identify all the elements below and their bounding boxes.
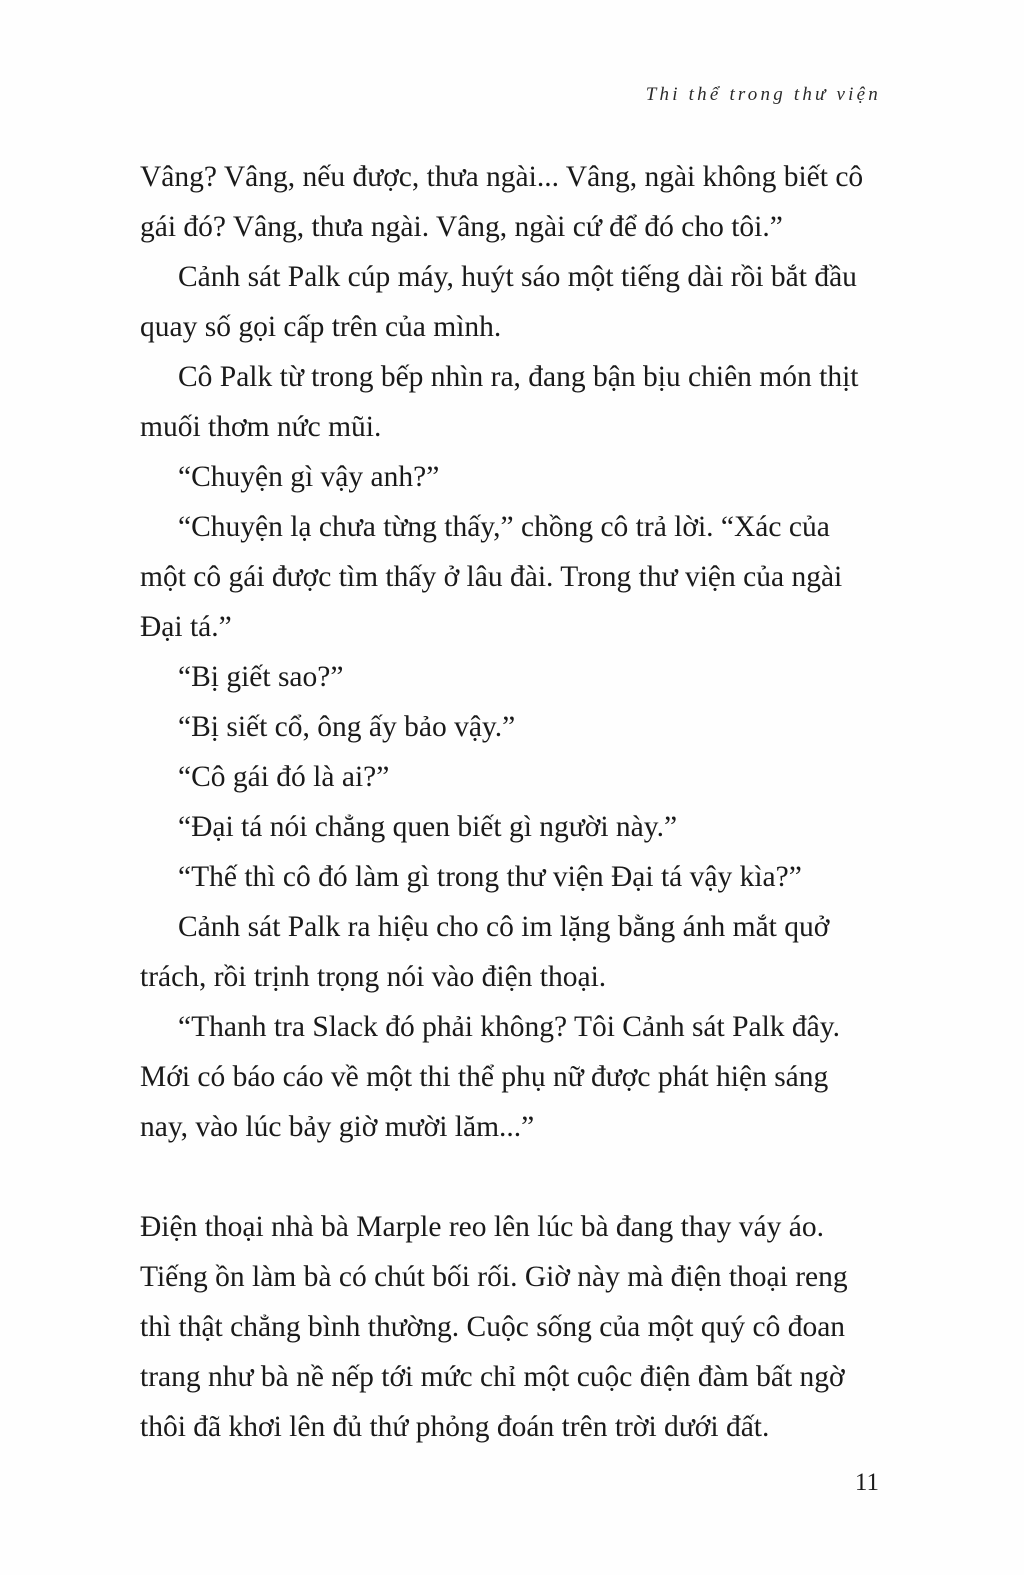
paragraph: “Bị siết cổ, ông ấy bảo vậy.” xyxy=(178,711,516,743)
paragraph: “Chuyện lạ chưa từng thấy,” chồng cô trả lời. “Xác của một cô gái được tìm thấy ở lâu đài. Trong thư viện của ngài Đại tá.” xyxy=(140,511,843,643)
paragraph: Cảnh sát Palk cúp máy, huýt sáo một tiếng dài rồi bắt đầu quay số gọi cấp trên của mình. xyxy=(140,261,857,343)
page-number: 11 xyxy=(854,1469,879,1496)
page-body-text xyxy=(140,152,882,1452)
paragraph: Điện thoại nhà bà Marple reo lên lúc bà đang thay váy áo. Tiếng ồn làm bà có chút bối rối. Giờ này mà điện thoại reng thì thật chẳng bình thường. Cuộc sống của một quý cô đoan trang như bà nề nếp tới mức chỉ một cuộc điện đàm bất ngờ thôi đã khơi lên đủ thứ phỏng đoán trên trời dưới đất. xyxy=(140,1211,848,1443)
paragraph: “Bị giết sao?” xyxy=(178,661,344,693)
paragraph: “Thanh tra Slack đó phải không? Tôi Cảnh sát Palk đây. Mới có báo cáo về một thi thể phụ nữ được phát hiện sáng nay, vào lúc bảy giờ mười lăm...” xyxy=(140,1011,840,1143)
paragraph: “Thế thì cô đó làm gì trong thư viện Đại tá vậy kìa?” xyxy=(178,861,802,893)
paragraph: Cảnh sát Palk ra hiệu cho cô im lặng bằng ánh mắt quở trách, rồi trịnh trọng nói vào điện thoại. xyxy=(140,911,830,993)
paragraph: Vâng? Vâng, nếu được, thưa ngài... Vâng, ngài không biết cô gái đó? Vâng, thưa ngài. Vâng, ngài cứ để đó cho tôi.” xyxy=(140,161,864,243)
paragraph: “Đại tá nói chẳng quen biết gì người này.” xyxy=(178,811,678,843)
running-head: Thi thể trong thư viện xyxy=(645,84,881,105)
paragraph: “Chuyện gì vậy anh?” xyxy=(178,461,440,493)
paragraph: Cô Palk từ trong bếp nhìn ra, đang bận bịu chiên món thịt muối thơm nức mũi. xyxy=(140,361,859,443)
paragraph: “Cô gái đó là ai?” xyxy=(178,761,390,793)
